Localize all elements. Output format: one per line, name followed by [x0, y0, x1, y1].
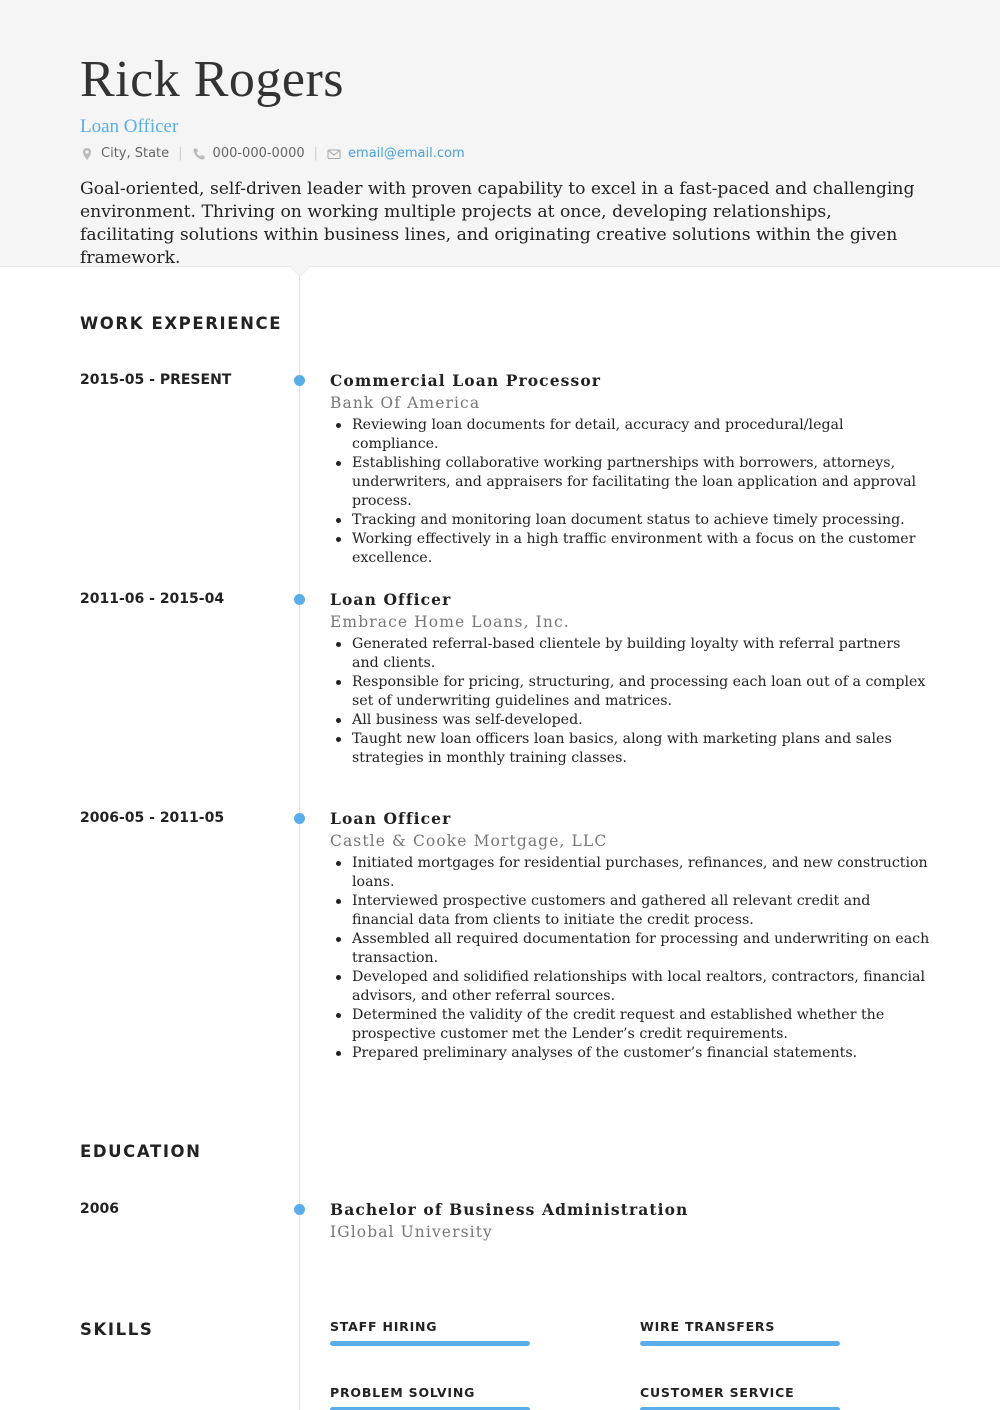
school: IGlobal University: [330, 1223, 493, 1241]
job-bullets: [330, 416, 930, 568]
skill-name: STAFF HIRING: [330, 1319, 438, 1334]
list-item: Reviewing loan documents for detail, accuracy and procedural/legal compliance.: [330, 416, 930, 454]
job-role: Commercial Loan Processor: [330, 371, 602, 390]
skill-name: WIRE TRANSFERS: [640, 1319, 776, 1334]
list-item: Responsible for pricing, structuring, and processing each loan out of a complex set of underwriting guidelines and matrices.: [330, 673, 930, 711]
list-item: Establishing collaborative working partnerships with borrowers, attorneys, underwriters, and appraisers for facilitating the loan application and approval process.: [330, 454, 930, 511]
contact-line: [80, 146, 465, 161]
job-role: Loan Officer: [330, 809, 452, 828]
timeline-dot: [294, 375, 305, 386]
skills-heading: SKILLS: [80, 1320, 154, 1339]
email-icon: [327, 147, 341, 161]
job-entry: [330, 589, 930, 768]
timeline-dot: [294, 1204, 305, 1215]
skill-bar: [640, 1341, 840, 1346]
job-company: Castle & Cooke Mortgage, LLC: [330, 832, 608, 850]
job-company: Embrace Home Loans, Inc.: [330, 613, 570, 631]
job-bullets: [330, 854, 930, 1063]
work-experience-heading: WORK EXPERIENCE: [80, 314, 283, 333]
candidate-name: Rick Rogers: [80, 51, 345, 108]
location-pin-icon: [80, 147, 94, 161]
phone-icon: [192, 147, 206, 161]
job-dates: 2011-06 - 2015-04: [80, 591, 225, 607]
email-link[interactable]: email@email.com: [348, 146, 465, 161]
list-item: All business was self-developed.: [330, 711, 930, 730]
skill-item: [640, 1319, 840, 1346]
job-entry: [330, 808, 930, 1063]
location-text: City, State: [101, 146, 170, 161]
timeline-dot: [294, 813, 305, 824]
list-item: Initiated mortgages for residential purchases, refinances, and new construction loans.: [330, 854, 930, 892]
list-item: Determined the validity of the credit request and established whether the prospective customer met the Lender’s credit requirements.: [330, 1006, 930, 1044]
skill-name: PROBLEM SOLVING: [330, 1385, 476, 1400]
list-item: Prepared preliminary analyses of the customer’s financial statements.: [330, 1044, 930, 1063]
job-title: Loan Officer: [80, 116, 179, 137]
list-item: Generated referral-based clientele by building loyalty with referral partners and clients.: [330, 635, 930, 673]
education-heading: EDUCATION: [80, 1142, 202, 1161]
education-entry: [330, 1199, 930, 1243]
divider: |: [178, 146, 183, 161]
skill-item: [640, 1385, 840, 1410]
job-company: Bank Of America: [330, 394, 481, 412]
skill-item: [330, 1385, 530, 1410]
skill-level-fill: [330, 1341, 530, 1346]
list-item: Taught new loan officers loan basics, along with marketing plans and sales strategies in monthly training classes.: [330, 730, 930, 768]
job-bullets: [330, 635, 930, 768]
list-item: Working effectively in a high traffic environment with a focus on the customer excellence.: [330, 530, 930, 568]
list-item: Developed and solidified relationships with local realtors, contractors, financial advisors, and other referral sources.: [330, 968, 930, 1006]
skill-name: CUSTOMER SERVICE: [640, 1385, 795, 1400]
education-year: 2006: [80, 1201, 119, 1217]
profile-summary: Goal-oriented, self-driven leader with proven capability to excel in a fast-paced and challenging environment. Thriving on working multiple projects at once, developing relationships, facilitating solutions within business lines, and originating creative solutions within the given framework.: [80, 179, 915, 268]
job-role: Loan Officer: [330, 590, 452, 609]
list-item: Interviewed prospective customers and gathered all relevant credit and financial data from clients to initiate the credit process.: [330, 892, 930, 930]
skill-bar: [330, 1341, 530, 1346]
divider: |: [313, 146, 319, 161]
job-dates: 2006-05 - 2011-05: [80, 810, 225, 826]
list-item: Tracking and monitoring loan document status to achieve timely processing.: [330, 511, 930, 530]
phone-text: 000-000-0000: [212, 146, 305, 161]
job-entry: [330, 370, 930, 568]
skill-item: [330, 1319, 530, 1346]
skill-level-fill: [640, 1341, 840, 1346]
degree: Bachelor of Business Administration: [330, 1200, 689, 1219]
list-item: Assembled all required documentation for processing and underwriting on each transaction.: [330, 930, 930, 968]
timeline-line: [299, 276, 300, 1410]
timeline-dot: [294, 594, 305, 605]
job-dates: 2015-05 - PRESENT: [80, 372, 232, 388]
